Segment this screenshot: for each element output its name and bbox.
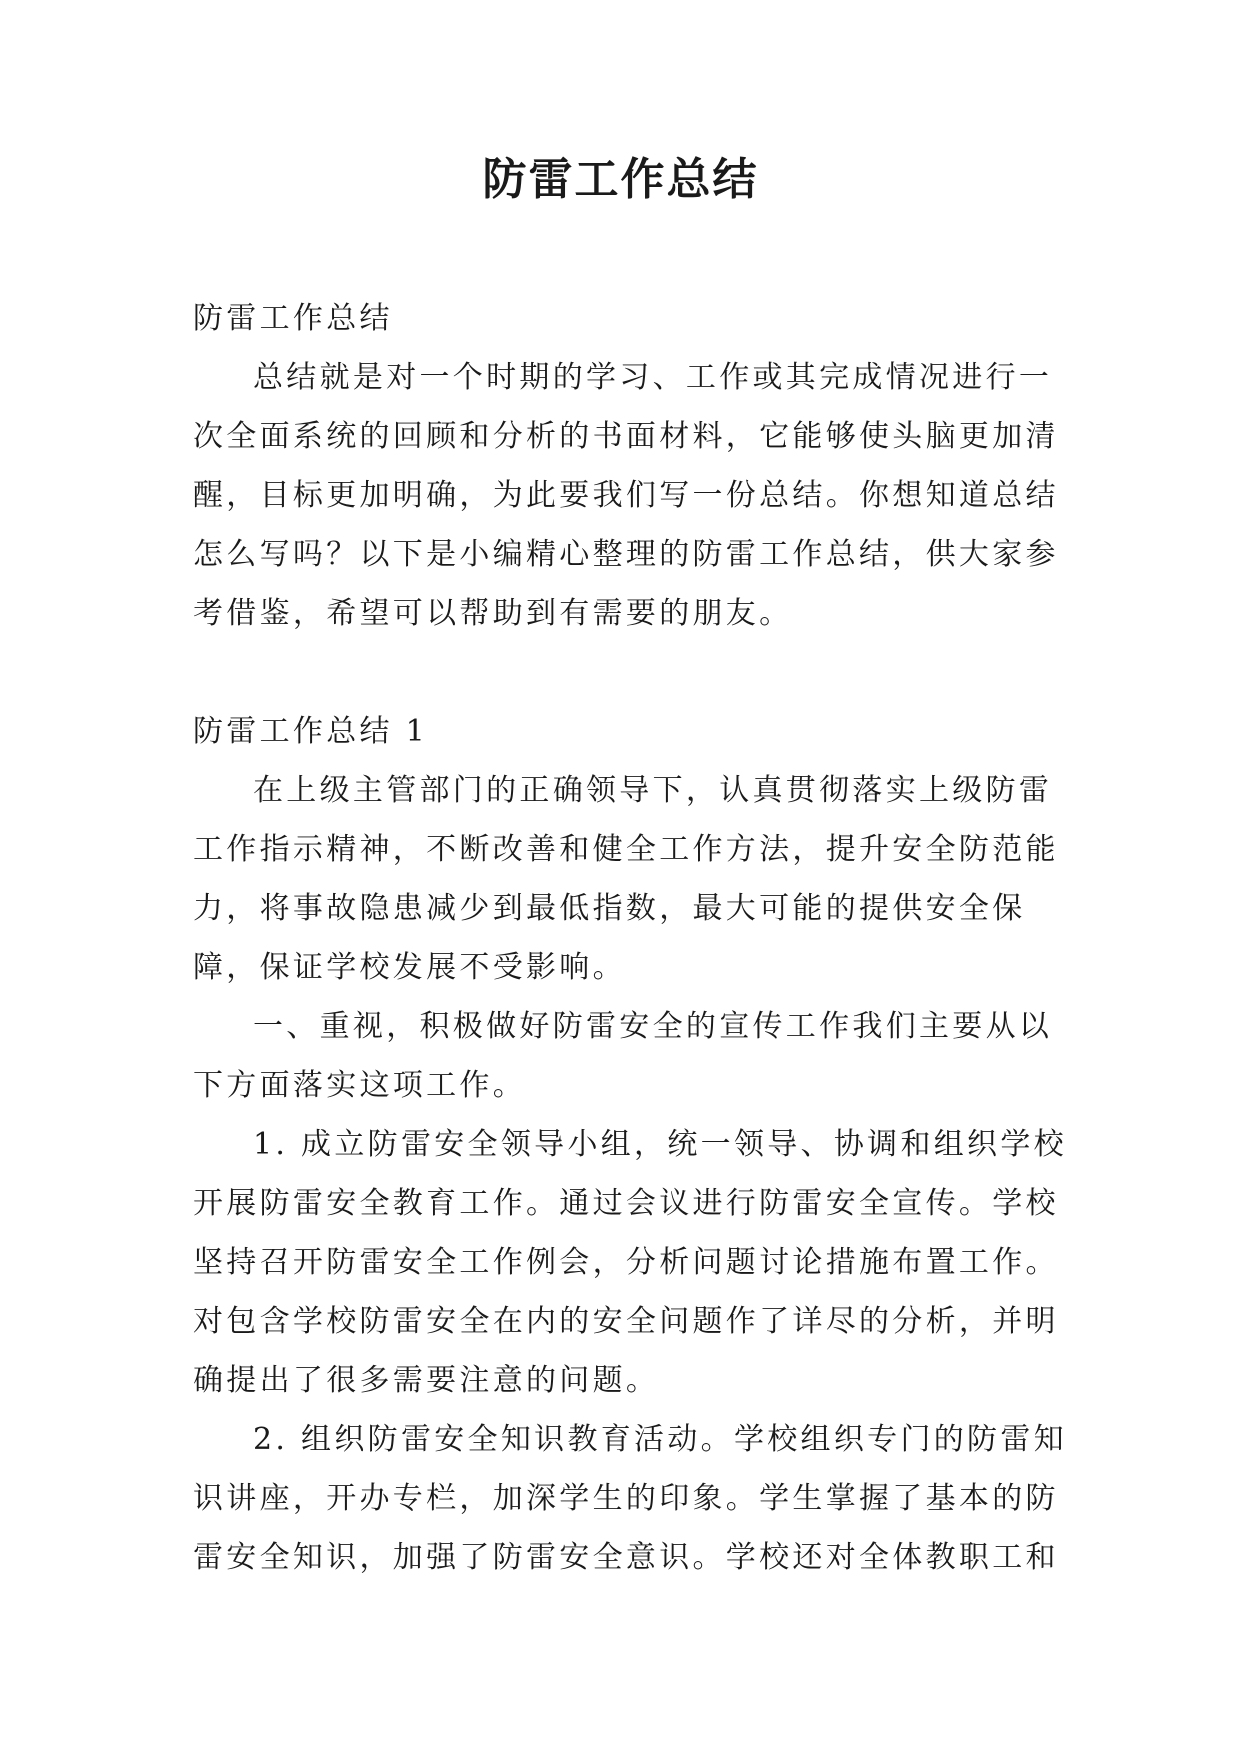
section-paragraph-2: 一、重视，积极做好防雷安全的宣传工作我们主要从以下方面落实这项工作。 — [193, 1009, 1053, 1103]
document-subtitle: 防雷工作总结 — [193, 301, 393, 336]
section-paragraph-1: 在上级主管部门的正确领导下，认真贯彻落实上级防雷工作指示精神，不断改善和健全工作方法，提升安全防范能力，将事故隐患减少到最低指数，最大可能的提供安全保障，保证学校发展不受影响。 — [193, 773, 1059, 985]
document-body — [193, 289, 1073, 1587]
section-heading: 防雷工作总结 1 — [193, 714, 429, 749]
paragraph-spacer — [193, 643, 1073, 702]
section-paragraph-4: 2. 组织防雷安全知识教育活动。学校组织专门的防雷知识讲座，开办专栏，加深学生的印象。学生掌握了基本的防雷安全知识，加强了防雷安全意识。学校还对全体教职工和 — [193, 1422, 1067, 1575]
section-paragraph-3: 1. 成立防雷安全领导小组，统一领导、协调和组织学校开展防雷安全教育工作。通过会议进行防雷安全宣传。学校坚持召开防雷安全工作例会，分析问题讨论措施布置工作。对包含学校防雷安全在内的安全问题作了详尽的分析，并明确提出了很多需要注意的问题。 — [193, 1127, 1067, 1398]
document-title: 防雷工作总结 — [482, 154, 759, 205]
intro-paragraph: 总结就是对一个时期的学习、工作或其完成情况进行一次全面系统的回顾和分析的书面材料，它能够使头脑更加清醒，目标更加明确，为此要我们写一份总结。你想知道总结怎么写吗？以下是小编精心整理的防雷工作总结，供大家参考借鉴，希望可以帮助到有需要的朋友。 — [193, 360, 1059, 631]
